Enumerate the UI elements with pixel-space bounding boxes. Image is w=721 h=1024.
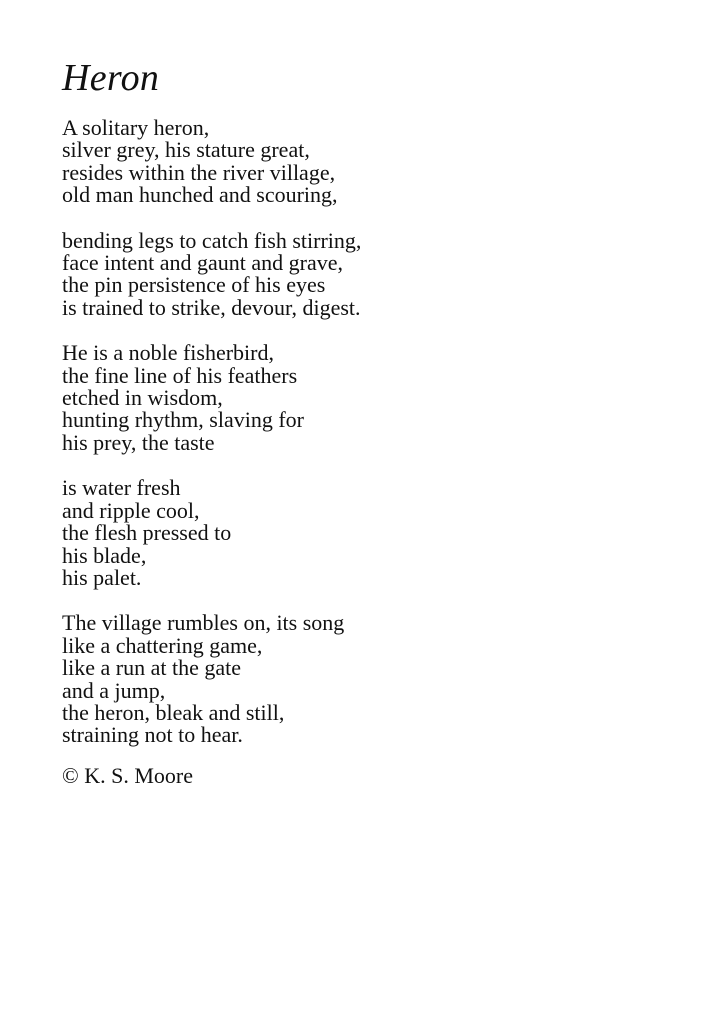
- poem-line: bending legs to catch fish stirring,: [62, 227, 362, 253]
- poem-line: is trained to strike, devour, digest.: [62, 294, 361, 320]
- poem-line: the pin persistence of his eyes: [62, 272, 326, 298]
- poem-line: face intent and gaunt and grave,: [62, 250, 343, 276]
- poem-line: his blade,: [62, 542, 147, 568]
- poem-line: the heron, bleak and still,: [62, 699, 285, 725]
- stanza-1: [62, 117, 682, 207]
- stanza-5: [62, 612, 682, 746]
- poem-title: Heron: [62, 57, 160, 99]
- poem-line: straining not to hear.: [62, 722, 243, 748]
- poem-line: like a run at the gate: [62, 655, 241, 681]
- poem-line: his palet.: [62, 564, 142, 590]
- poem-line: the flesh pressed to: [62, 520, 232, 546]
- poem-line: and ripple cool,: [62, 497, 200, 523]
- poem-line: is water fresh: [62, 475, 181, 501]
- poem-line: old man hunched and scouring,: [62, 182, 338, 208]
- stanza-2: [62, 227, 682, 320]
- stanza-3: [62, 342, 682, 454]
- copyright-notice: © K. S. Moore: [62, 763, 193, 788]
- poem-line: The village rumbles on, its song: [62, 610, 345, 636]
- poem-line: He is a noble fisherbird,: [62, 340, 274, 366]
- stanza-4: [62, 477, 682, 589]
- poem-body: [62, 117, 682, 770]
- poem-line: etched in wisdom,: [62, 385, 223, 411]
- poem-line: A solitary heron,: [62, 115, 210, 140]
- poem-line: hunting rhythm, slaving for: [62, 407, 304, 433]
- poem-line: his prey, the taste: [62, 429, 215, 455]
- poem-line: resides within the river village,: [62, 159, 336, 185]
- poem-line: like a chattering game,: [62, 632, 263, 658]
- poem-line: the fine line of his feathers: [62, 362, 298, 388]
- poem-line: and a jump,: [62, 677, 166, 703]
- poem-line: silver grey, his stature great,: [62, 137, 310, 163]
